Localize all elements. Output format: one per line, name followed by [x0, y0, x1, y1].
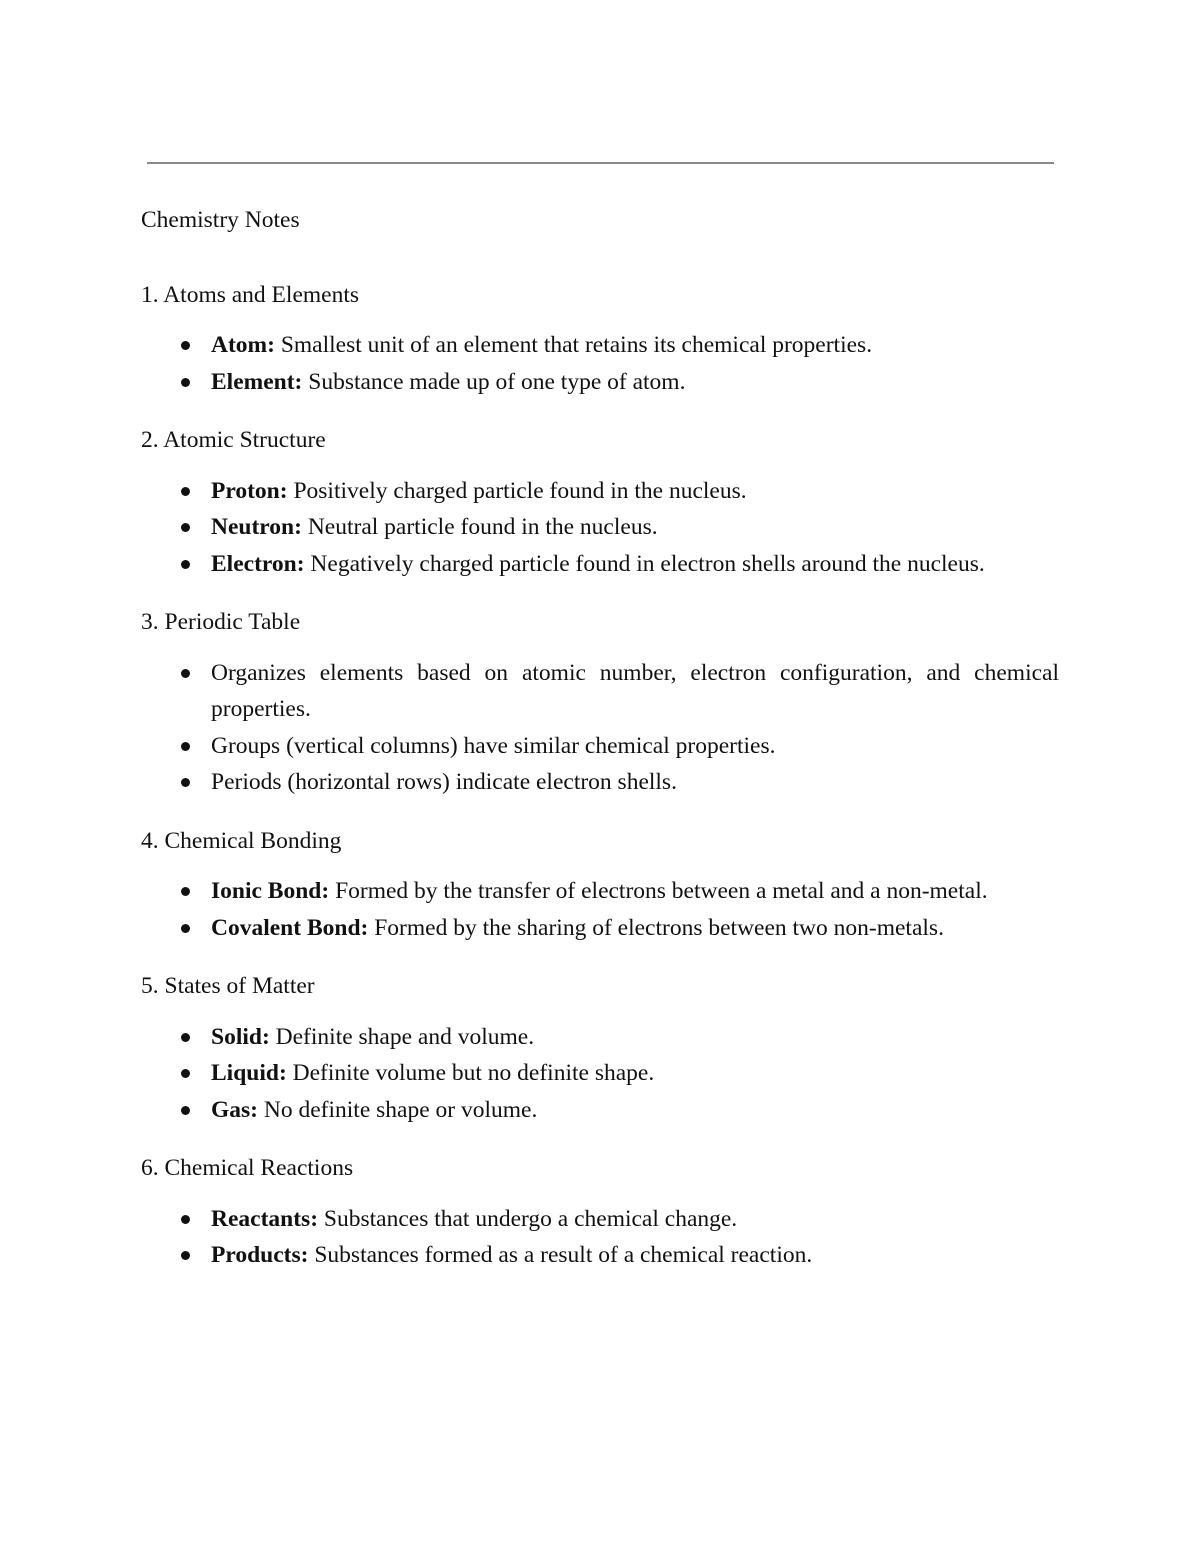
item-text: Groups (vertical columns) have similar chemical properties. — [211, 732, 776, 759]
bullet-icon — [181, 742, 190, 751]
list-item — [141, 1055, 1059, 1092]
term-definition: Positively charged particle found in the nucleus. — [287, 477, 747, 504]
term-label: Products: — [211, 1242, 309, 1268]
horizontal-rule — [147, 162, 1054, 164]
term-definition: Formed by the sharing of electrons between two non-metals. — [368, 914, 944, 941]
list-item — [141, 1092, 1059, 1129]
bullet-list — [141, 873, 1059, 946]
bullet-icon — [181, 1069, 190, 1078]
section-chemical-reactions — [141, 1150, 1059, 1274]
list-item — [141, 509, 1059, 546]
term-label: Electron: — [211, 550, 305, 577]
document-content — [141, 202, 1059, 1296]
bullet-icon — [181, 924, 190, 933]
bullet-icon — [181, 487, 190, 496]
term-definition: No definite shape or volume. — [258, 1096, 538, 1123]
bullet-icon — [181, 1251, 190, 1260]
section-heading: 2. Atomic Structure — [141, 427, 326, 453]
term-definition: Substances that undergo a chemical change. — [318, 1205, 738, 1232]
term-definition: Negatively charged particle found in electron shells around the nucleus. — [304, 550, 985, 577]
term-definition: Substances formed as a result of a chemical reaction. — [308, 1242, 813, 1268]
term-definition: Substance made up of one type of atom. — [302, 368, 686, 395]
bullet-icon — [181, 378, 190, 387]
section-heading: 6. Chemical Reactions — [141, 1155, 354, 1181]
bullet-icon — [181, 523, 190, 532]
list-item — [141, 364, 1059, 401]
bullet-list — [141, 473, 1059, 583]
list-item — [141, 764, 1059, 801]
term-definition: Neutral particle found in the nucleus. — [301, 514, 658, 540]
term-definition: Smallest unit of an element that retains its chemical properties. — [274, 332, 873, 358]
bullet-list — [141, 327, 1059, 400]
term-label: Covalent Bond: — [211, 914, 369, 941]
bullet-icon — [181, 1033, 190, 1042]
bullet-icon — [181, 778, 190, 787]
term-label: Ionic Bond: — [211, 878, 330, 904]
term-definition: Definite shape and volume. — [269, 1023, 535, 1050]
section-periodic-table — [141, 604, 1059, 801]
list-item — [141, 728, 1059, 765]
list-item — [141, 473, 1059, 510]
term-label: Solid: — [211, 1023, 270, 1050]
section-heading: 3. Periodic Table — [141, 609, 301, 635]
list-item — [141, 327, 1059, 364]
section-chemical-bonding — [141, 823, 1059, 947]
item-text: Periods (horizontal rows) indicate electron shells. — [211, 769, 677, 795]
term-label: Neutron: — [211, 514, 302, 540]
bullet-icon — [181, 560, 190, 569]
section-atoms-and-elements — [141, 277, 1059, 401]
list-item — [141, 655, 1059, 728]
bullet-icon — [181, 669, 190, 678]
bullet-icon — [181, 1106, 190, 1115]
list-item — [141, 910, 1059, 947]
section-heading: 1. Atoms and Elements — [141, 281, 360, 308]
term-label: Liquid: — [211, 1060, 287, 1086]
section-heading: 5. States of Matter — [141, 973, 315, 999]
term-label: Proton: — [211, 477, 288, 504]
term-label: Atom: — [211, 332, 275, 358]
term-label: Element: — [211, 368, 303, 395]
section-atomic-structure — [141, 422, 1059, 582]
term-label: Reactants: — [211, 1205, 319, 1232]
list-item — [141, 546, 1059, 583]
section-states-of-matter — [141, 968, 1059, 1128]
bullet-list — [141, 1019, 1059, 1129]
bullet-icon — [181, 1215, 190, 1224]
list-item — [141, 1237, 1059, 1274]
term-definition: Formed by the transfer of electrons between a metal and a non-metal. — [329, 878, 988, 904]
term-label: Gas: — [211, 1096, 258, 1123]
bullet-icon — [181, 887, 190, 896]
term-definition: Definite volume but no definite shape. — [286, 1060, 655, 1086]
item-text: Organizes elements based on atomic number, electron configuration, and chemical properties. — [211, 659, 1059, 722]
bullet-list — [141, 655, 1059, 801]
section-heading: 4. Chemical Bonding — [141, 827, 342, 854]
bullet-icon — [181, 341, 190, 350]
list-item — [141, 1201, 1059, 1238]
list-item — [141, 1019, 1059, 1056]
list-item — [141, 873, 1059, 910]
document-title: Chemistry Notes — [141, 207, 300, 233]
bullet-list — [141, 1201, 1059, 1274]
